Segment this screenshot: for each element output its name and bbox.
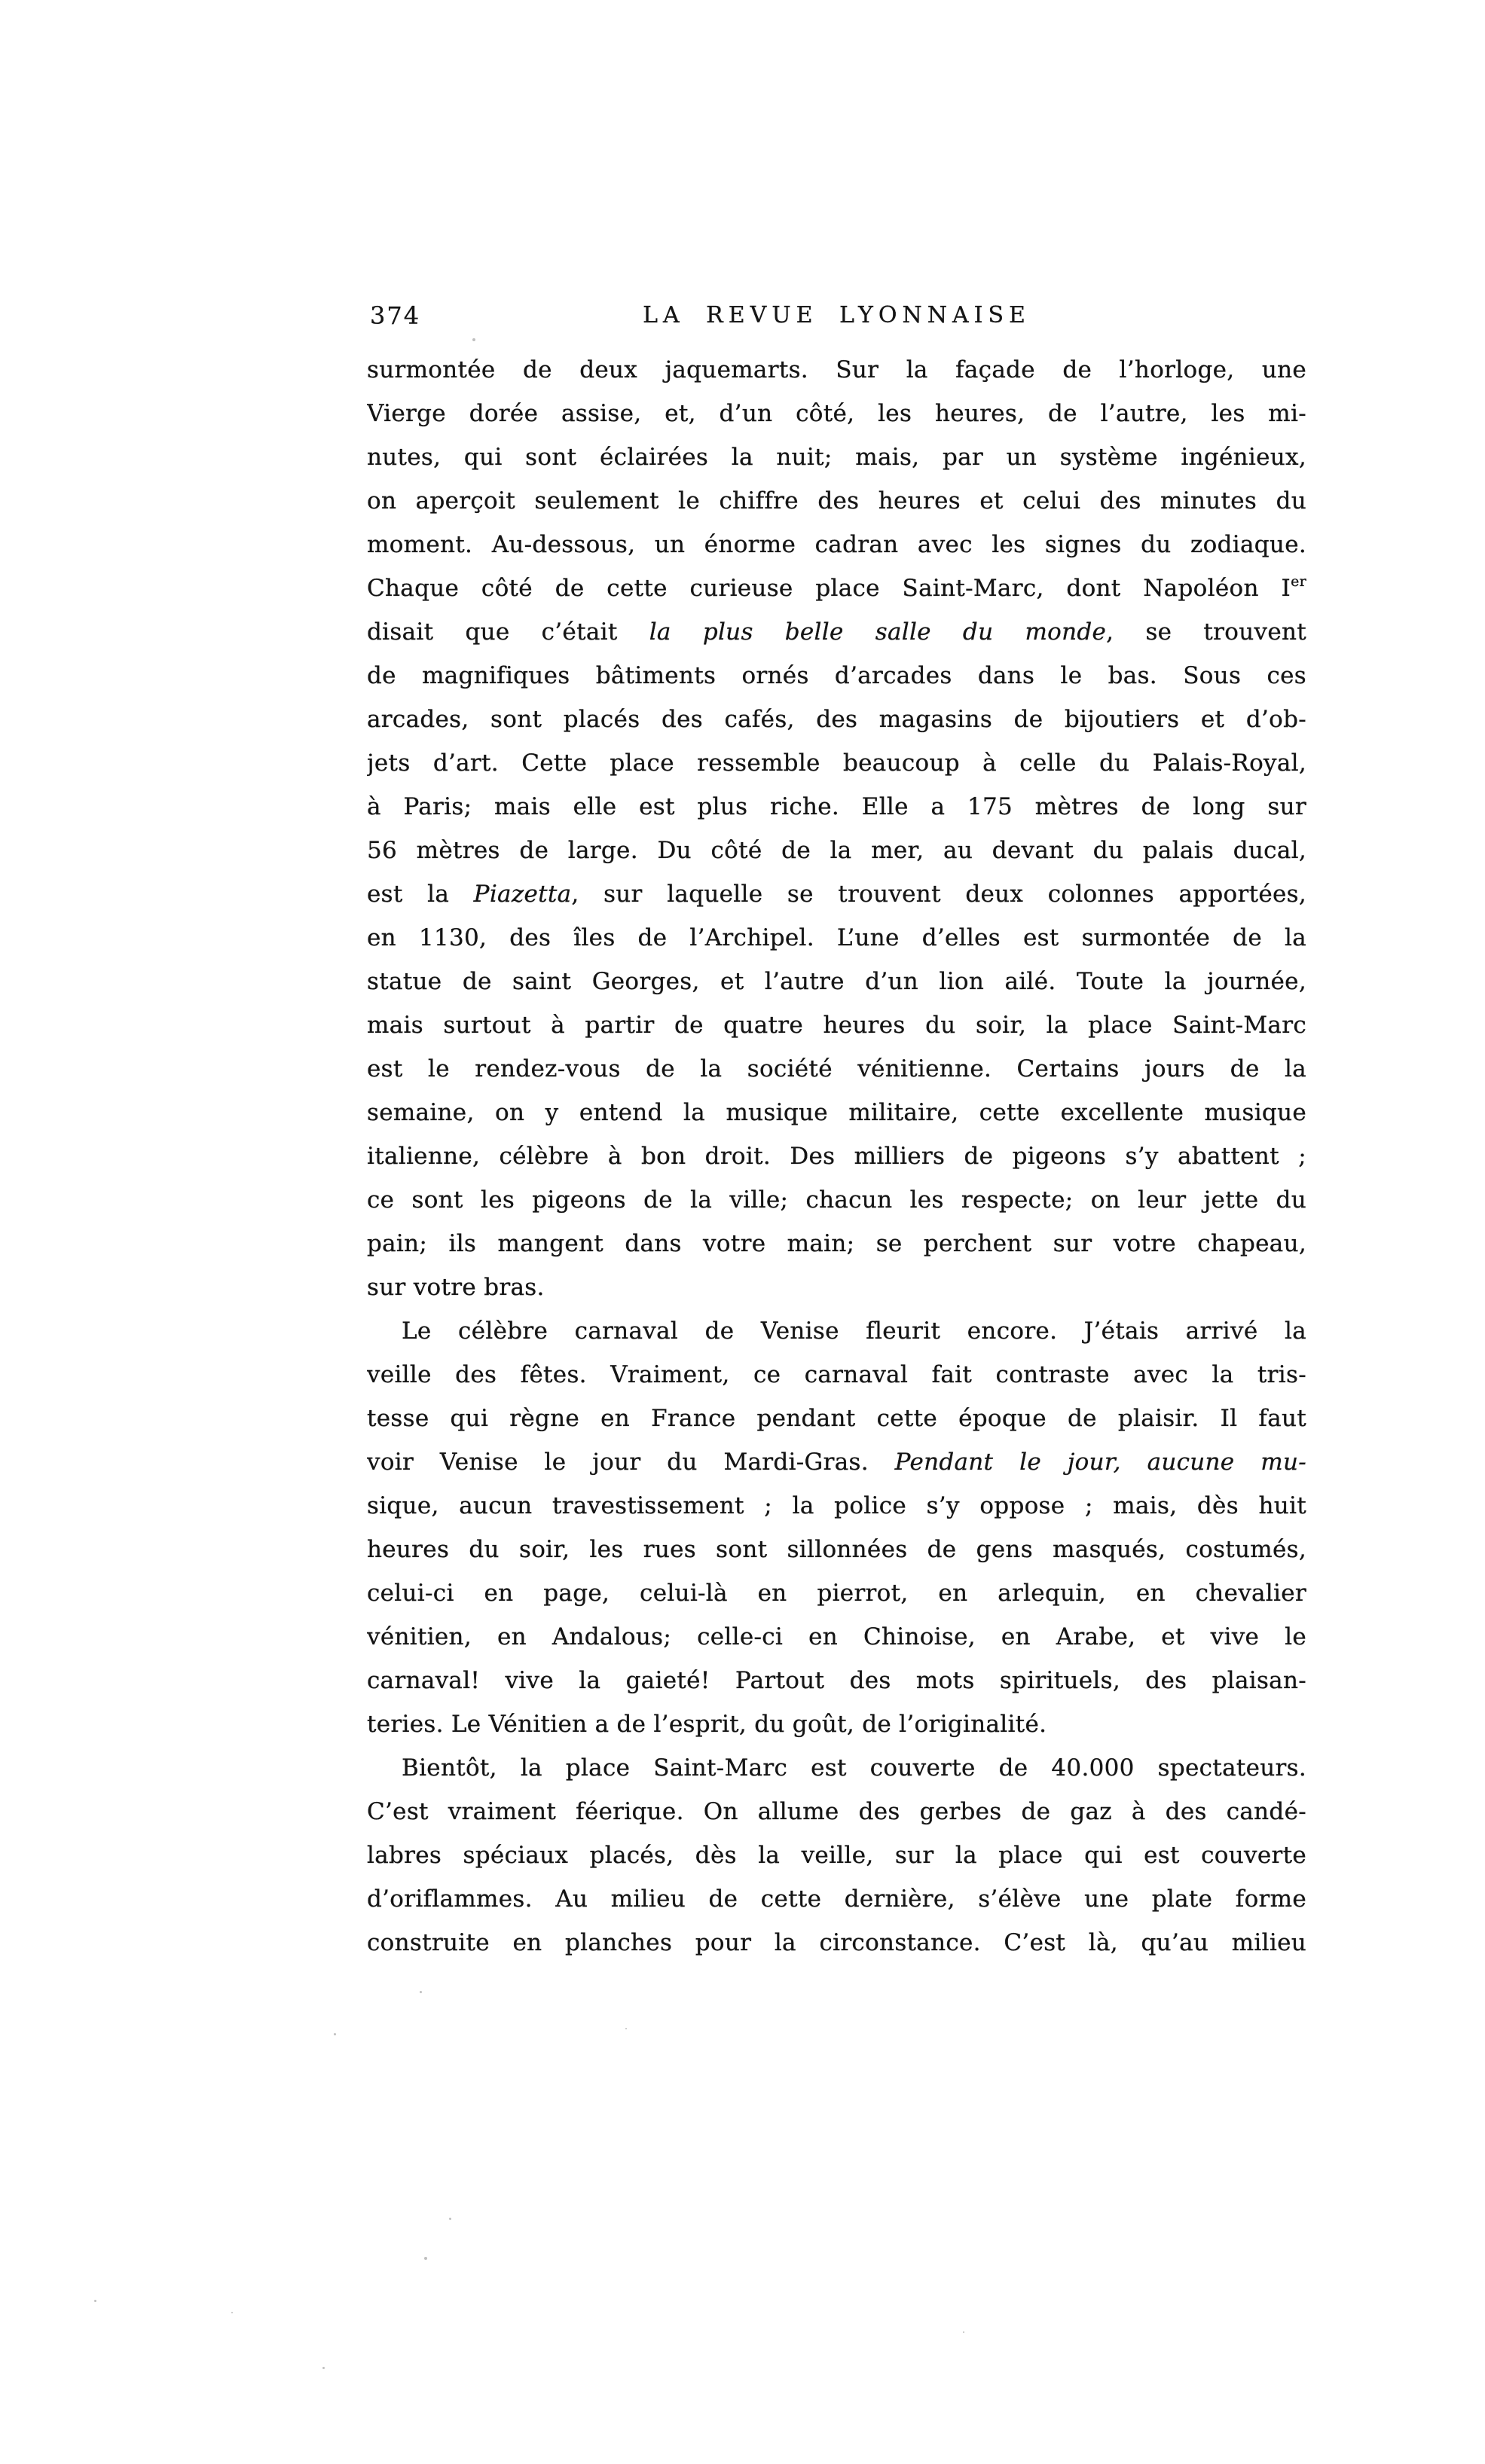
text-line — [367, 1790, 1306, 1833]
text-line — [367, 523, 1306, 566]
text-line — [367, 1440, 1306, 1484]
text-segment: d’oriflammes. Au milieu de cette dernière, s’élève une plate forme — [367, 1885, 1306, 1913]
text-line — [367, 1003, 1306, 1047]
text-line — [367, 1091, 1306, 1134]
text-line — [367, 1134, 1306, 1178]
text-segment: en 1130, des îles de l’Archipel. L’une d’elles est surmontée de la — [367, 924, 1306, 951]
superscript-text: er — [1291, 572, 1306, 590]
text-line — [367, 479, 1306, 523]
text-segment: sique, aucun travestissement ; la police s’y oppose ; mais, dès huit — [367, 1492, 1306, 1519]
text-segment: heures du soir, les rues sont sillonnées de gens masqués, costumés, — [367, 1536, 1306, 1563]
text-segment: tesse qui règne en France pendant cette époque de plaisir. Il faut — [367, 1405, 1306, 1432]
text-segment: Chaque côté de cette curieuse place Saint-Marc, dont Napoléon I — [367, 575, 1291, 602]
text-line — [367, 1877, 1306, 1921]
text-line — [367, 566, 1306, 610]
text-line — [367, 1397, 1306, 1440]
text-segment: sur votre bras. — [367, 1274, 545, 1301]
ink-speck — [625, 2028, 627, 2029]
text-line — [367, 1484, 1306, 1528]
ink-speck — [334, 2033, 336, 2035]
text-line — [367, 960, 1306, 1003]
text-line — [367, 741, 1306, 785]
text-line — [367, 610, 1306, 654]
text-segment: on aperçoit seulement le chiffre des heures et celui des minutes du — [367, 487, 1306, 514]
text-line — [367, 1266, 1306, 1309]
text-line — [367, 872, 1306, 916]
ink-speck — [322, 2367, 325, 2369]
text-line — [367, 1615, 1306, 1659]
text-line — [367, 348, 1306, 392]
text-segment: jets d’art. Cette place ressemble beaucoup à celle du Palais-Royal, — [367, 750, 1306, 777]
text-line — [367, 829, 1306, 872]
text-line — [367, 654, 1306, 698]
text-segment: teries. Le Vénitien a de l’esprit, du goût, de l’originalité. — [367, 1711, 1047, 1738]
ink-speck — [963, 2331, 964, 2333]
text-segment: voir Venise le jour du Mardi-Gras. — [367, 1449, 895, 1476]
ink-speck — [231, 2312, 233, 2313]
text-segment: C’est vraiment féerique. On allume des gerbes de gaz à des candé- — [367, 1798, 1306, 1825]
text-segment: surmontée de deux jaquemarts. Sur la façade de l’horloge, une — [367, 356, 1306, 383]
text-segment: disait que c’était — [367, 618, 649, 646]
text-line — [367, 785, 1306, 829]
italic-text: Pendant le jour, aucune mu- — [894, 1449, 1306, 1476]
text-line — [367, 1659, 1306, 1702]
text-segment: Bientôt, la place Saint-Marc est couverte de 40.000 spectateurs. — [402, 1754, 1306, 1782]
running-title: LA REVUE LYONNAISE — [643, 302, 1031, 328]
text-line — [367, 1222, 1306, 1266]
text-segment: arcades, sont placés des cafés, des magasins de bijoutiers et d’ob- — [367, 706, 1306, 733]
text-line — [367, 1178, 1306, 1222]
text-segment: Le célèbre carnaval de Venise fleurit encore. J’étais arrivé la — [402, 1317, 1306, 1345]
text-line — [367, 698, 1306, 741]
ink-speck — [449, 2218, 451, 2220]
text-line — [367, 1528, 1306, 1571]
italic-text: Piazetta — [473, 881, 572, 908]
text-segment: à Paris; mais elle est plus riche. Elle a 175 mètres de long sur — [367, 793, 1306, 820]
ink-speck — [424, 2257, 427, 2260]
page-header — [367, 301, 1306, 334]
text-line — [367, 916, 1306, 960]
text-line — [367, 1353, 1306, 1397]
text-segment: de magnifiques bâtiments ornés d’arcades dans le bas. Sous ces — [367, 662, 1306, 689]
text-line — [367, 392, 1306, 435]
text-segment: , sur laquelle se trouvent deux colonnes apportées, — [571, 881, 1306, 908]
text-segment: labres spéciaux placés, dès la veille, sur la place qui est couverte — [367, 1842, 1306, 1869]
text-segment: veille des fêtes. Vraiment, ce carnaval fait contraste avec la tris- — [367, 1361, 1306, 1388]
text-segment: ce sont les pigeons de la ville; chacun les respecte; on leur jette du — [367, 1186, 1306, 1214]
text-segment: mais surtout à partir de quatre heures du soir, la place Saint-Marc — [367, 1012, 1306, 1039]
page-number: 374 — [370, 301, 421, 330]
text-segment: nutes, qui sont éclairées la nuit; mais, par un système ingénieux, — [367, 444, 1306, 471]
text-line — [367, 1047, 1306, 1091]
text-segment: 56 mètres de large. Du côté de la mer, au devant du palais ducal, — [367, 837, 1306, 864]
text-line — [367, 1571, 1306, 1615]
text-segment: vénitien, en Andalous; celle-ci en Chinoise, en Arabe, et vive le — [367, 1623, 1306, 1650]
text-line — [367, 1833, 1306, 1877]
text-segment: celui-ci en page, celui-là en pierrot, en arlequin, en chevalier — [367, 1580, 1306, 1607]
text-line — [367, 1921, 1306, 1965]
ink-speck — [472, 338, 475, 341]
italic-text: la plus belle salle du monde — [649, 618, 1107, 646]
text-segment: semaine, on y entend la musique militaire, cette excellente musique — [367, 1099, 1306, 1126]
text-line — [367, 1309, 1306, 1353]
text-line — [367, 1702, 1306, 1746]
text-segment: construite en planches pour la circonstance. C’est là, qu’au milieu — [367, 1929, 1306, 1956]
text-segment: est la — [367, 881, 474, 908]
text-segment: , se trouvent — [1106, 618, 1306, 646]
text-segment: est le rendez-vous de la société vénitienne. Certains jours de la — [367, 1055, 1306, 1082]
text-line — [367, 435, 1306, 479]
ink-speck — [94, 2300, 96, 2302]
text-segment: moment. Au-dessous, un énorme cadran avec les signes du zodiaque. — [367, 531, 1306, 558]
page-text-block — [367, 348, 1306, 1965]
text-segment: pain; ils mangent dans votre main; se perchent sur votre chapeau, — [367, 1230, 1306, 1257]
text-segment: carnaval! vive la gaieté! Partout des mots spirituels, des plaisan- — [367, 1667, 1306, 1694]
text-segment: Vierge dorée assise, et, d’un côté, les heures, de l’autre, les mi- — [367, 400, 1306, 427]
text-segment: italienne, célèbre à bon droit. Des milliers de pigeons s’y abattent ; — [367, 1143, 1306, 1170]
text-segment: statue de saint Georges, et l’autre d’un lion ailé. Toute la journée, — [367, 968, 1306, 995]
ink-speck — [420, 1991, 422, 1993]
text-line — [367, 1746, 1306, 1790]
